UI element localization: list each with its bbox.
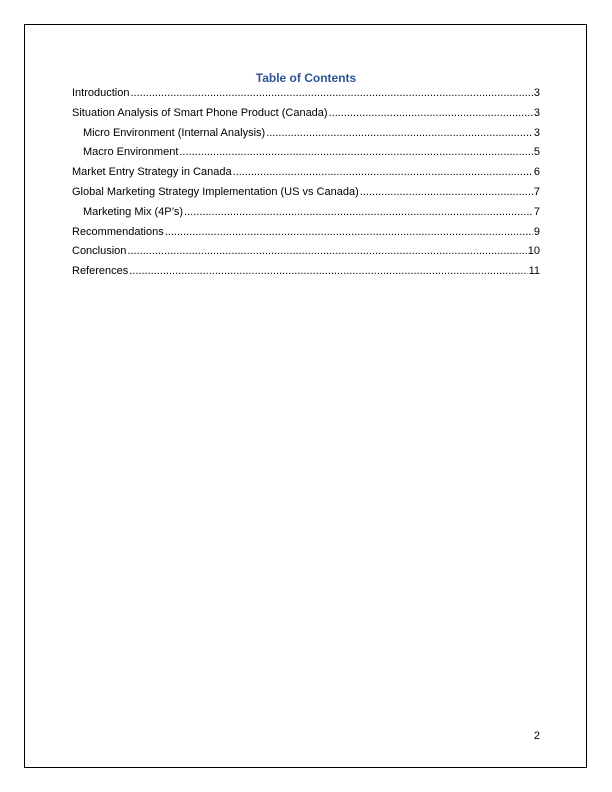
toc-entry-page: 3 [533, 106, 540, 119]
toc-entry-text: Micro Environment (Internal Analysis) [83, 126, 266, 139]
toc-dot-leader [179, 145, 533, 159]
page-number: 2 [533, 730, 540, 742]
toc-entry-marketing-mix[interactable] [72, 205, 540, 225]
toc-dot-leader [233, 165, 533, 179]
toc-dot-leader [130, 86, 532, 100]
toc-entry-micro-environment[interactable] [72, 126, 540, 146]
toc-dot-leader [360, 185, 533, 199]
toc-entry-text: Global Marketing Strategy Implementation (US vs Canada) [72, 185, 359, 198]
toc-entry-introduction[interactable] [72, 86, 540, 106]
toc-title: Table of Contents [255, 71, 357, 85]
toc-dot-leader [266, 126, 533, 140]
toc-entry-situation-analysis[interactable] [72, 106, 540, 126]
toc-entry-text: Introduction [72, 87, 130, 99]
toc-entry-market-entry-strategy[interactable] [72, 165, 540, 185]
toc-entry-page: 7 [533, 185, 540, 198]
toc-entry-text: Recommendations [72, 225, 164, 238]
toc-entry-page: 6 [533, 166, 540, 179]
toc-entry-text: Macro Environment [83, 146, 179, 159]
toc-entry-text: References [72, 265, 129, 278]
toc-dot-leader [165, 225, 533, 239]
toc-entry-macro-environment[interactable] [72, 145, 540, 165]
toc-entry-conclusion[interactable] [72, 244, 540, 264]
toc-entry-text: Marketing Mix (4P’s) [83, 205, 184, 218]
toc-dot-leader [129, 264, 527, 278]
toc-dot-leader [184, 205, 533, 219]
toc-entry-page: 3 [533, 126, 540, 139]
table-of-contents [72, 86, 540, 284]
toc-entry-page: 9 [533, 225, 540, 238]
toc-entry-page: 7 [533, 205, 540, 218]
toc-dot-leader [127, 244, 526, 258]
toc-entry-text: Situation Analysis of Smart Phone Product (Canada) [72, 106, 328, 119]
toc-entry-references[interactable] [72, 264, 540, 284]
toc-entry-text: Market Entry Strategy in Canada [72, 166, 232, 179]
toc-entry-page: 5 [533, 146, 540, 159]
toc-entry-recommendations[interactable] [72, 225, 540, 245]
toc-entry-global-marketing-strategy[interactable] [72, 185, 540, 205]
toc-entry-page: 3 [533, 87, 540, 99]
toc-entry-page: 11 [528, 265, 540, 278]
toc-entry-text: Conclusion [72, 245, 127, 258]
toc-entry-page: 10 [527, 245, 540, 258]
toc-dot-leader [329, 106, 533, 120]
